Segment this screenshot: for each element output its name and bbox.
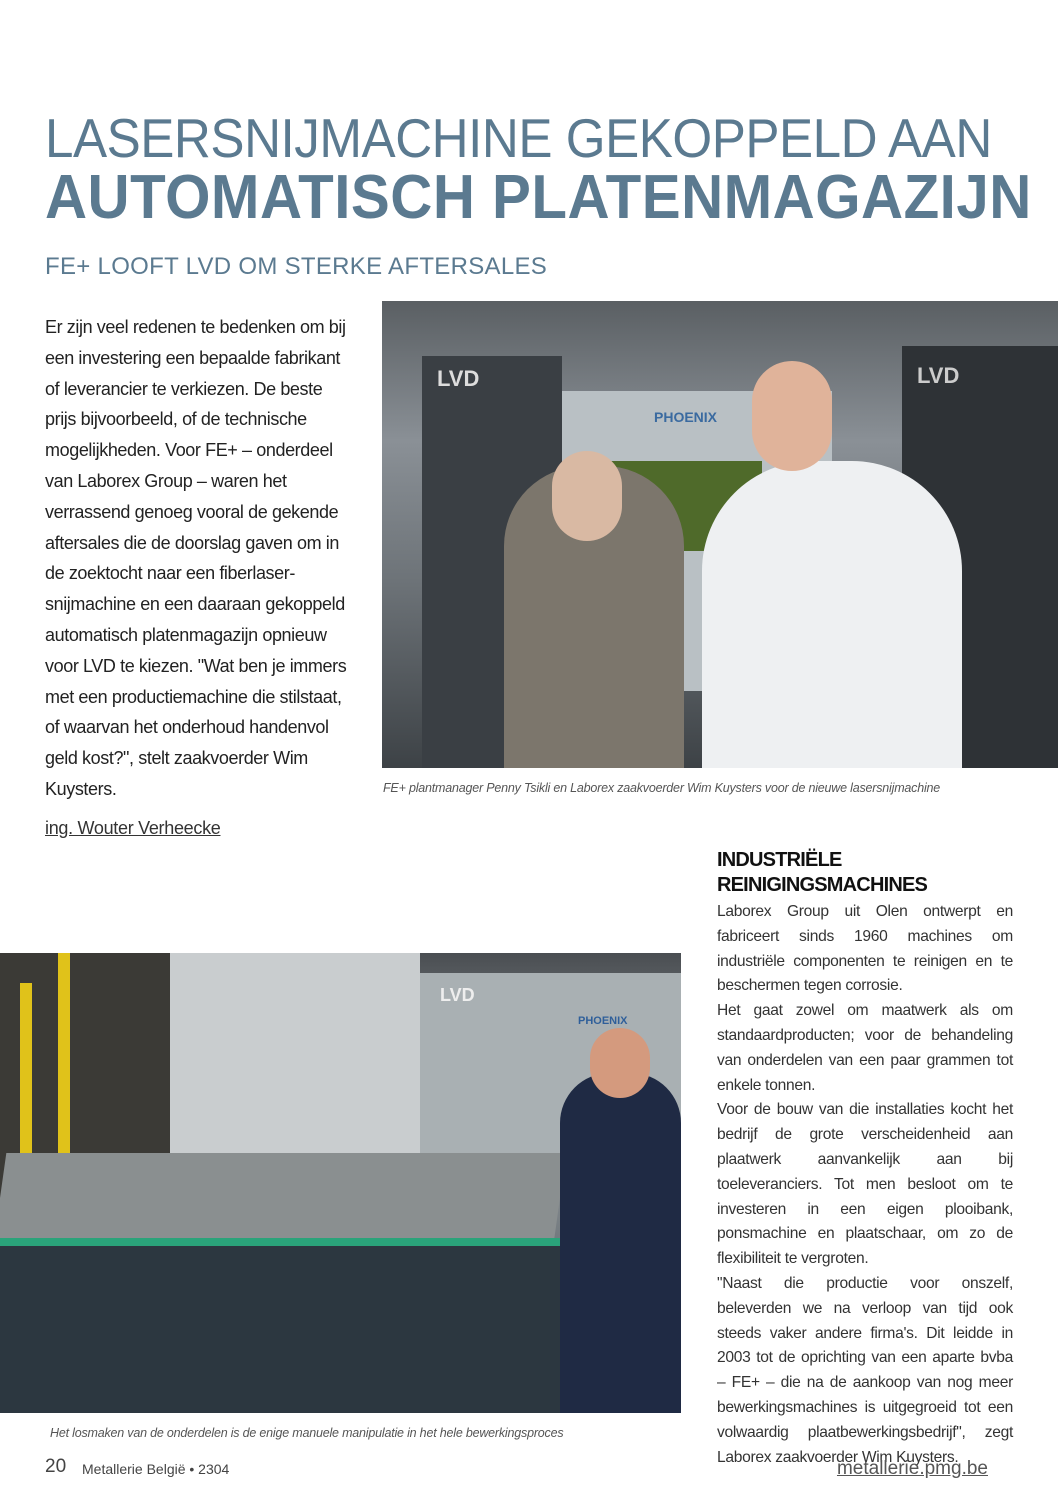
section-paragraph: "Naast die productie voor onszelf, beleverden we na verloop van tijd ook steeds vaker andere firma's. Dit leidde in 2003 tot de oprichting van een aparte bvba – FE+ – die na de aankoop van nog meer bewerkingsmachines is uitgegroeid tot een volwaardig plaatbewerkingsbedrijf", zegt Laborex zaakvoerder Wim Kuysters. — [717, 1274, 1013, 1466]
lvd-logo: LVD — [437, 366, 480, 391]
section-paragraph: Voor de bouw van die installaties kocht het bedrijf de grote verscheidenheid aan plaatwerk aanvankelijk aan bij toeleveranciers. Tot men besloot om te investeren in een eigen plooibank, ponsmachine en plaatschaar, om zo de flexibiliteit te vergroten. — [717, 1101, 1013, 1268]
website-link[interactable]: metallerie.pmg.be — [836, 1458, 988, 1479]
title-line-1: LASERSNIJMACHINE GEKOPPELD AAN — [45, 107, 992, 169]
phoenix-logo: PHOENIX — [654, 409, 718, 425]
section-paragraph: Het gaat zowel om maatwerk als om standaardproducten; voor de behandeling van onderdelen van een paar grammen tot enkele tonnen. — [717, 1002, 1013, 1094]
section-heading: INDUSTRIËLE REINIGINGSMACHINES — [717, 849, 928, 896]
lvd-logo-right: LVD — [917, 363, 960, 388]
section-body — [717, 900, 1013, 1470]
photo-laser-machine-people — [382, 301, 1058, 768]
phoenix-logo: PHOENIX — [578, 1015, 628, 1027]
author-link[interactable]: ing. Wouter Verheecke — [45, 818, 221, 838]
section-paragraph: Laborex Group uit Olen ontwerpt en fabriceert sinds 1960 machines om industriële componenten te reinigen en te beschermen tegen corrosie. — [717, 903, 1013, 995]
intro-paragraph: Er zijn veel redenen te bedenken om bij een investering een bepaalde fabrikant of leverancier te verkiezen. De beste prijs bijvoorbeeld, of de technische mogelijkheden. Voor FE+ – onderdeel van Laborex Group – waren het verrassend genoeg vooral de gekende aftersales die de doorslag gaven om in de zoektocht naar een fiberlaser-snijmachine en een daaraan gekoppeld automatisch platenmagazijn opnieuw voor LVD te kiezen. "Wat ben je immers met een productiemachine die stilstaat, of waarvan het onderhoud handenvol geld kost?", stelt zaakvoerder Wim Kuysters. — [45, 317, 347, 799]
lvd-logo: LVD — [440, 985, 475, 1005]
magazine-issue: Metallerie België • 2304 — [82, 1461, 230, 1477]
subtitle: FE+ LOOFT LVD OM STERKE AFTERSALES — [45, 253, 548, 280]
photo1-caption: FE+ plantmanager Penny Tsikli en Laborex zaakvoerder Wim Kuysters voor de nieuwe lasersnijmachine — [383, 781, 941, 795]
title-line-2: AUTOMATISCH PLATENMAGAZIJN — [45, 163, 1032, 232]
page-number: 20 — [45, 1456, 67, 1477]
photo-worker-sheet-table — [0, 953, 681, 1413]
photo2-caption: Het losmaken van de onderdelen is de enige manuele manipulatie in het hele bewerkingsproces — [50, 1426, 564, 1440]
